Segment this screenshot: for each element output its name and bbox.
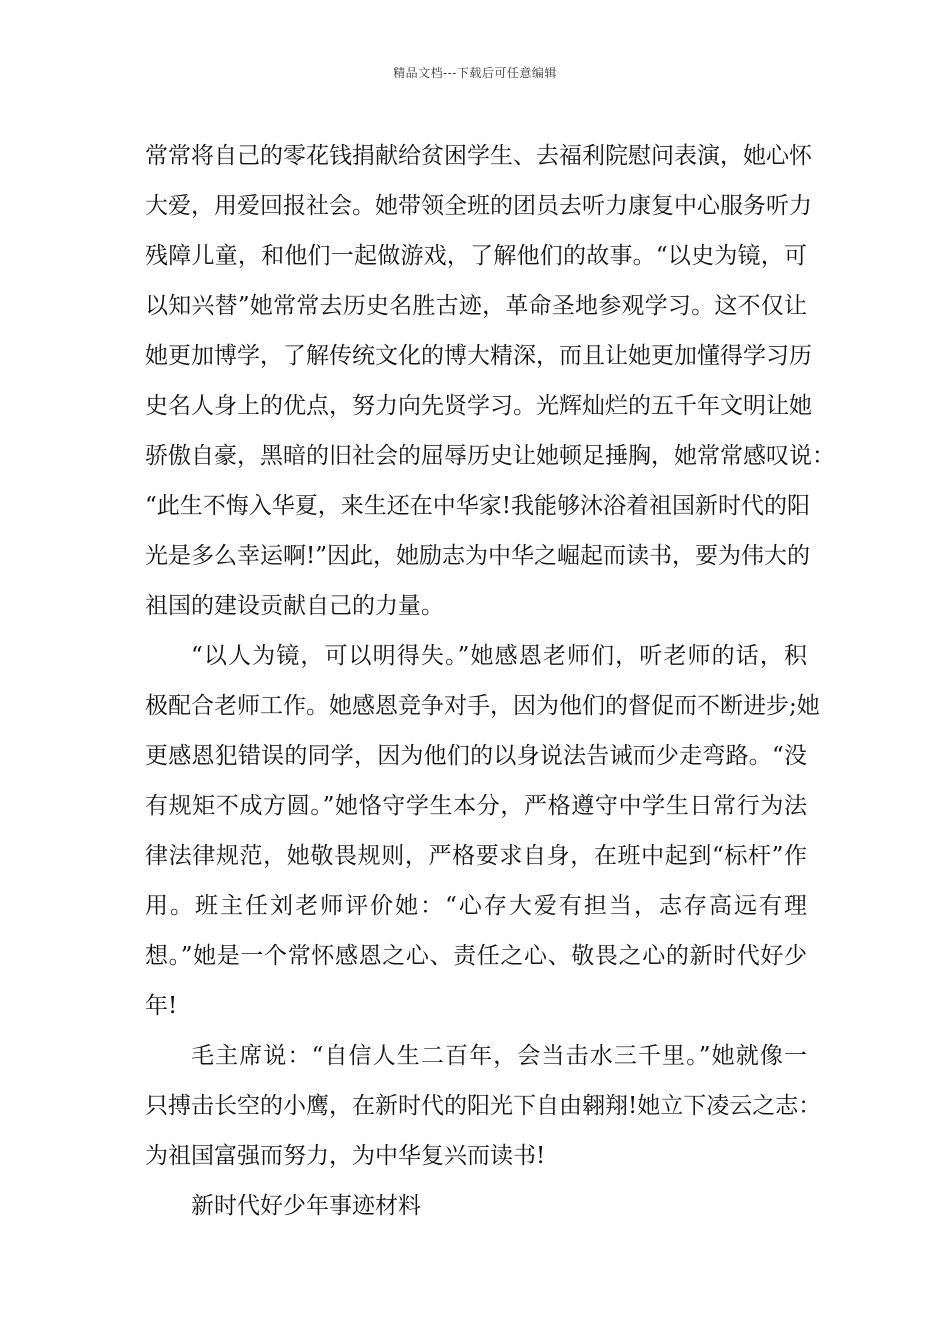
text-line: 史名人身上的优点，努力向先贤学习。光辉灿烂的五千年文明让她	[145, 393, 812, 419]
page-header: 精品文档---下载后可任意编辑	[393, 66, 557, 80]
text-line: 更感恩犯错误的同学，因为他们的以身说法告诫而少走弯路。“没	[145, 743, 807, 769]
text-line: 残障儿童，和他们一起做游戏，了解他们的故事。“以史为镜，可	[145, 243, 807, 269]
text-line: 光是多么幸运啊!”因此，她励志为中华之崛起而读书，要为伟大的	[145, 543, 811, 569]
text-line: 祖国的建设贡献自己的力量。	[145, 593, 444, 619]
text-line: 常常将自己的零花钱捐献给贫困学生、去福利院慰问表演，她心怀	[145, 143, 812, 169]
text-line: 律法律规范，她敬畏规则，严格要求自身，在班中起到“标杆”作	[145, 843, 807, 869]
text-line: 为祖国富强而努力，为中华复兴而读书!	[145, 1143, 546, 1169]
document-title-line: 新时代好少年事迹材料	[191, 1193, 421, 1219]
text-line: 用。班主任刘老师评价她：“心存大爱有担当，志存高远有理	[145, 893, 807, 919]
text-line: 有规矩不成方圆。”她恪守学生本分，严格遵守中学生日常行为法	[145, 793, 807, 819]
text-line: 骄傲自豪，黑暗的旧社会的屈辱历史让她顿足捶胸，她常常感叹说：	[145, 443, 835, 469]
text-line: 大爱，用爱回报社会。她带领全班的团员去听力康复中心服务听力	[145, 193, 812, 219]
text-line: 以知兴替”她常常去历史名胜古迹，革命圣地参观学习。这不仅让	[145, 293, 807, 319]
text-line: 毛主席说：“自信人生二百年，会当击水三千里。”她就像一	[191, 1043, 807, 1069]
document-body	[145, 131, 835, 1231]
text-line: 想。”她是一个常怀感恩之心、责任之心、敬畏之心的新时代好少	[145, 943, 807, 969]
text-line: 只搏击长空的小鹰，在新时代的阳光下自由翱翔!她立下凌云之志：	[145, 1093, 822, 1119]
text-line: 她更加博学，了解传统文化的博大精深，而且让她更加懂得学习历	[145, 343, 812, 369]
text-line: “以人为镜，可以明得失。”她感恩老师们，听老师的话，积	[191, 643, 807, 669]
text-line: “此生不悔入华夏，来生还在中华家!我能够沐浴着祖国新时代的阳	[145, 493, 811, 519]
text-line: 年!	[145, 993, 178, 1019]
text-line: 极配合老师工作。她感恩竞争对手，因为他们的督促而不断进步;她	[145, 693, 820, 719]
